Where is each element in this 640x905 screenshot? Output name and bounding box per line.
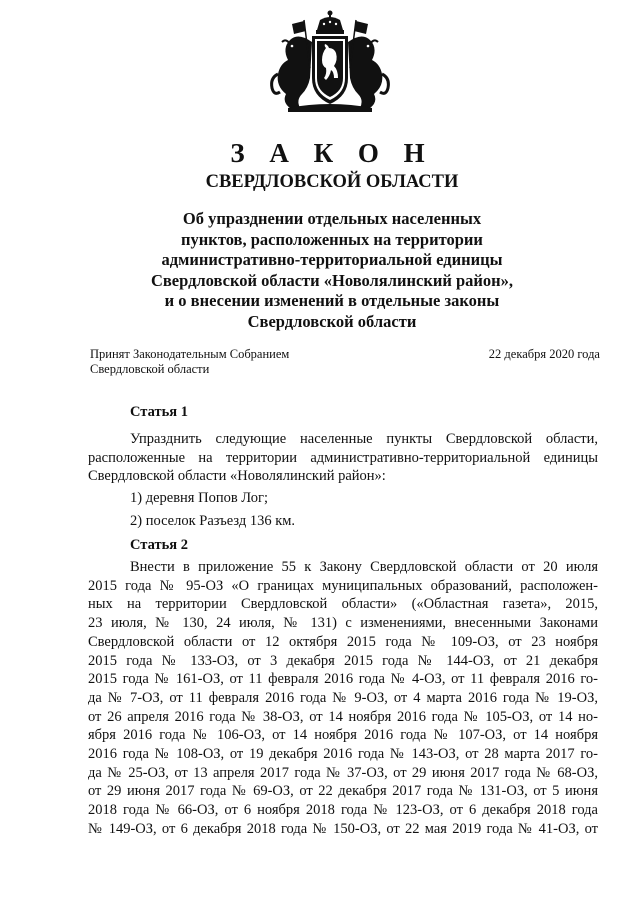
text-line: ных на территории Свердловской области» («Областная газета», 2015, <box>88 596 598 613</box>
article-1-text <box>88 430 598 486</box>
adopted-by-line: Принят Законодательным Собранием <box>90 347 290 361</box>
adopted-by <box>90 347 289 377</box>
text-line: 23 июля, № 130, 24 июля, № 131) с изменениями, внесенными Законами <box>88 615 598 632</box>
text-line: Упразднить следующие населенные пункты Свердловской области, <box>130 431 598 447</box>
text-line: расположенные на территории административно-территориальной единицы <box>88 449 598 466</box>
text-line: Свердловской области от 12 октября 2015 года № 109-ОЗ, от 23 ноября <box>88 633 598 650</box>
text-line: 2015 года № 95-ОЗ «О границах муниципальных образований, расположен- <box>88 577 598 594</box>
crown-icon <box>316 11 344 35</box>
text-line: от 29 июня 2017 года № 69-ОЗ, от 22 декабря 2017 года № 131-ОЗ, от 5 июня <box>88 783 598 800</box>
article-1-heading: Статья 1 <box>130 404 188 420</box>
subject-line: Свердловской области <box>247 311 417 331</box>
subject-line: и о внесении изменений в отдельные законы <box>164 291 500 311</box>
list-item: 2) поселок Разъезд 136 км. <box>130 513 296 529</box>
subject-line: Свердловской области «Новолялинский район», <box>150 270 514 290</box>
text-line: Свердловской области «Новолялинский район»: <box>88 468 386 485</box>
adoption-date: 22 декабря 2020 года <box>488 347 600 361</box>
subject-line: Об упразднении отдельных населенных <box>182 209 482 228</box>
text-line: Внести в приложение 55 к Закону Свердловской области от 20 июля <box>130 559 598 575</box>
text-line: 2016 года № 108-ОЗ, от 19 декабря 2016 года № 143-ОЗ, от 28 марта 2017 го- <box>88 746 598 763</box>
subject-line: административно-территориальной единицы <box>161 250 503 270</box>
text-line: 2015 года № 133-ОЗ, от 3 декабря 2015 года № 144-ОЗ, от 21 декабря <box>88 652 598 669</box>
text-line: № 149-ОЗ, от 6 декабря 2018 года № 150-ОЗ, от 22 мая 2019 года № 41-ОЗ, от <box>88 820 598 837</box>
law-subject <box>0 209 640 333</box>
text-line: да № 25-ОЗ, от 13 апреля 2017 года № 37-ОЗ, от 29 июня 2017 года № 68-ОЗ, <box>88 764 598 781</box>
coat-of-arms-emblem <box>268 8 392 114</box>
adopted-by-line: Свердловской области <box>90 362 210 376</box>
left-sable-supporter-icon <box>272 36 312 108</box>
document-region: СВЕРДЛОВСКОЙ ОБЛАСТИ <box>205 172 459 192</box>
article-2-text <box>88 558 598 839</box>
base-ribbon-icon <box>288 104 372 112</box>
document-title: З А К О Н <box>230 138 434 168</box>
text-line: 2018 года № 66-ОЗ, от 6 ноября 2018 года № 123-ОЗ, от 6 декабря 2018 года <box>88 802 598 819</box>
text-line: 2015 года № 161-ОЗ, от 11 февраля 2016 года № 4-ОЗ, от 11 февраля 2016 го- <box>88 671 598 688</box>
text-line: от 26 апреля 2016 года № 38-ОЗ, от 14 ноября 2016 года № 105-ОЗ, от 14 но- <box>88 708 598 725</box>
right-sable-supporter-icon <box>348 36 388 108</box>
article-2-heading: Статья 2 <box>130 537 188 553</box>
subject-line: пунктов, расположенных на территории <box>181 229 483 249</box>
list-item: 1) деревня Попов Лог; <box>130 490 269 506</box>
text-line: ября 2016 года № 106-ОЗ, от 14 ноября 2016 года № 107-ОЗ, от 14 ноября <box>88 727 598 744</box>
shield-icon <box>312 36 348 104</box>
text-line: да № 7-ОЗ, от 11 февраля 2016 года № 9-ОЗ, от 4 марта 2016 года № 19-ОЗ, <box>88 689 598 706</box>
